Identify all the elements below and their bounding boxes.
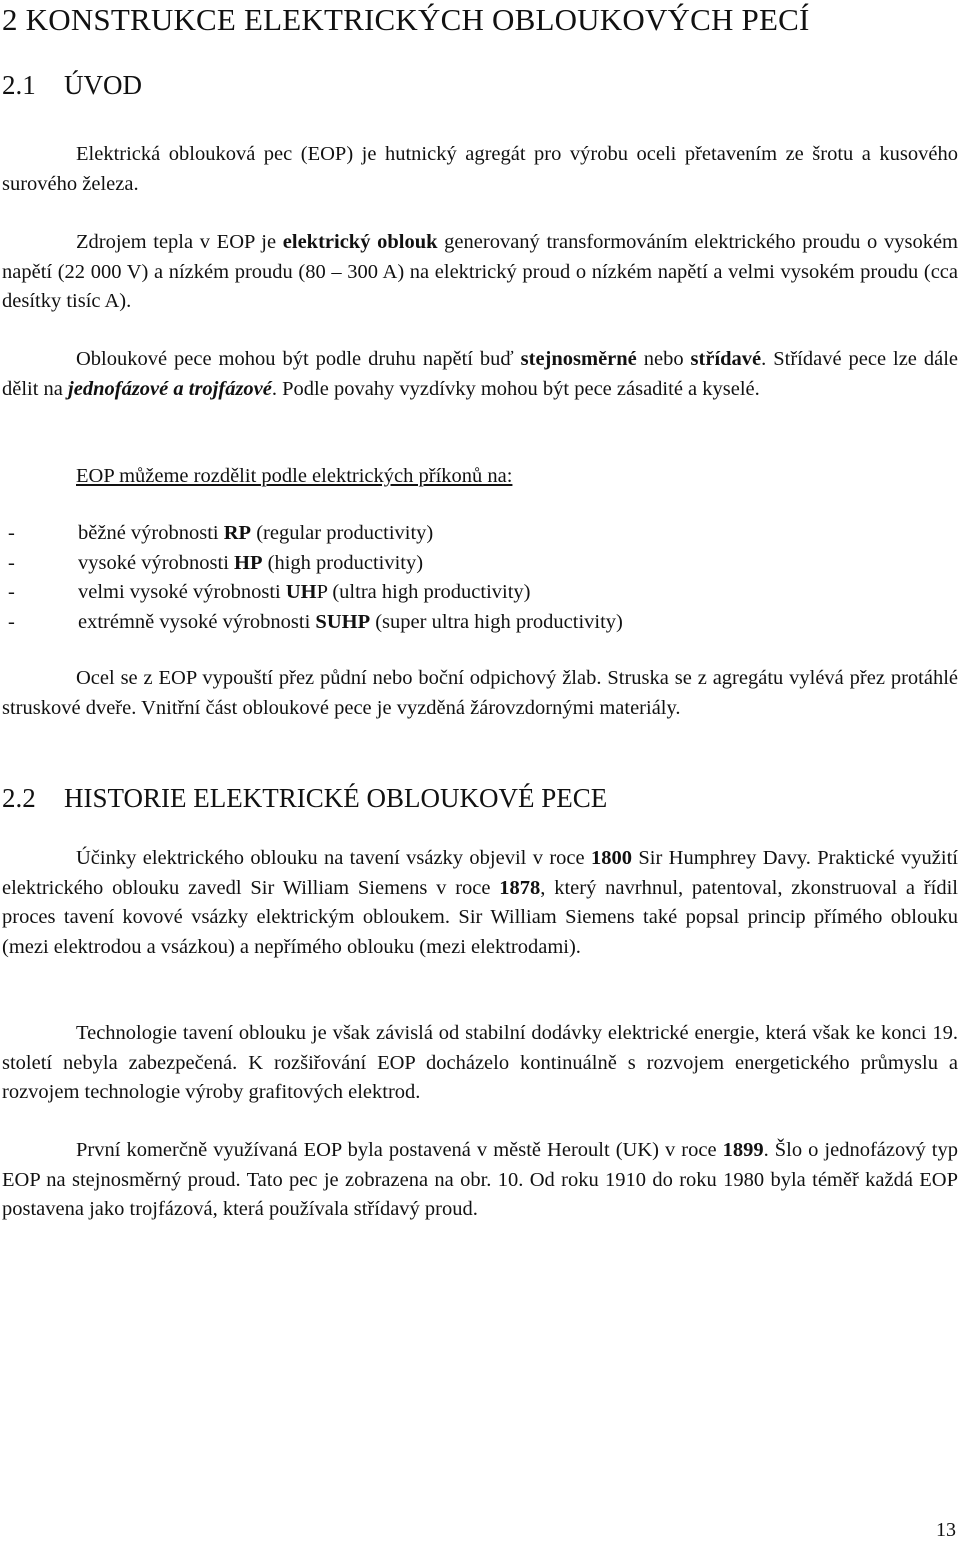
text-run: . Střídavé pece lze dále dělit na	[2, 348, 958, 400]
paragraph-heat-source	[2, 228, 958, 317]
list-item	[2, 578, 623, 608]
text-run: P (ultra high productivity)	[316, 581, 531, 603]
text-run: . Podle povahy vyzdívky mohou být pece zásadité a kyselé.	[271, 377, 760, 400]
list-item	[2, 519, 623, 549]
text-run: Zdrojem tepla v EOP je	[76, 231, 283, 253]
bold-year: 1800	[591, 847, 632, 869]
text-run: , který navrhnul, patentoval, zkonstruoval a řídil proces tavení kovové vsázky elektrickým obloukem. Sir William Siemens také popsal princip přímého oblouku (mezi elektrodou a vsázkou) a nepřímého oblouku (mezi elektrodami).	[2, 876, 958, 958]
page-number: 13	[936, 1519, 956, 1541]
section-number: 2.2	[2, 783, 36, 813]
text-run: Obloukové pece mohou být podle druhu napětí buď	[76, 348, 521, 370]
section-title: HISTORIE ELEKTRICKÉ OBLOUKOVÉ PECE	[64, 783, 608, 813]
text-run: vysoké výrobnosti	[78, 551, 235, 574]
paragraph-technology: Technologie tavení oblouku je však závislá od stabilní dodávky elektrické energie, která však ke konci 19. století nebyla zabezpečená. K rozšiřování EOP docházelo kontinuálně s rozvojem energetického průmyslu a rozvojem technologie výroby grafitových elektrod.	[2, 1022, 958, 1103]
list-dash: -	[8, 581, 15, 603]
bold-term: elektrický oblouk	[282, 231, 438, 253]
section-heading-history	[2, 783, 607, 814]
paragraph-furnace-types	[2, 345, 958, 404]
text-run: extrémně vysoké výrobnosti	[78, 610, 316, 633]
text-run: (high productivity)	[262, 551, 424, 574]
section-heading-intro	[2, 70, 142, 101]
text-run: generovaný transformováním elektrického proudu o vysokém napětí (22 000 V) a nízkém proudu (80 – 300 A) na elektrický proud o nízkém napětí a velmi vysokém proudu (cca desítky tisíc A).	[2, 231, 958, 312]
paragraph-intro: Elektrická oblouková pec (EOP) je hutnický agregát pro výrobu oceli přetavením ze šrotu a kusového surového železa.	[2, 143, 958, 195]
bold-abbr: UH	[285, 581, 317, 603]
bold-term: střídavé	[690, 348, 762, 370]
underlined-text: EOP můžeme rozdělit podle elektrických příkonů na:	[76, 465, 513, 487]
paragraph-classification	[2, 462, 958, 492]
text-run: Účinky elektrického oblouku na tavení vsázky objevil v roce	[76, 847, 591, 869]
text-run: První komerčně využívaná EOP byla postavená v městě Heroult (UK) v roce	[76, 1139, 723, 1161]
section-title: ÚVOD	[64, 70, 142, 100]
section-number: 2.1	[2, 70, 36, 100]
list-dash: -	[8, 522, 15, 544]
paragraph-first-commercial	[2, 1136, 958, 1225]
text-run: . Šlo o jednofázový typ EOP na stejnosměrný proud. Tato pec je zobrazena na obr. 10. Od roku 1910 do roku 1980 byla téměř každá EOP postavena jako trojfázová, která používala střídavý proud.	[2, 1139, 958, 1220]
text-run: (regular productivity)	[251, 522, 434, 544]
bold-term: stejnosměrné	[520, 348, 637, 370]
paragraph-history-davy	[2, 844, 958, 962]
productivity-list	[2, 519, 623, 637]
bold-year: 1878	[499, 876, 541, 899]
chapter-heading: 2 KONSTRUKCE ELEKTRICKÝCH OBLOUKOVÝCH PECÍ	[2, 2, 810, 37]
text-run: (super ultra high productivity)	[370, 610, 623, 633]
text-run: velmi vysoké výrobnosti	[78, 581, 286, 603]
list-item	[2, 549, 623, 579]
bold-year: 1899	[722, 1139, 764, 1161]
text-run: běžné výrobnosti	[78, 522, 224, 544]
text-run: Sir Humphrey Davy. Praktické využití elektrického oblouku zavedl Sir William Siemens v roce	[2, 847, 958, 899]
list-item	[2, 608, 623, 638]
bold-abbr: HP	[234, 551, 263, 574]
list-dash: -	[8, 610, 15, 633]
bold-italic-term: jednofázové a trojfázové	[68, 377, 272, 400]
list-dash: -	[8, 551, 15, 574]
bold-abbr: SUHP	[315, 610, 371, 633]
text-run: nebo	[636, 348, 691, 370]
bold-abbr: RP	[223, 522, 252, 544]
paragraph-tapping: Ocel se z EOP vypouští přez půdní nebo boční odpichový žlab. Struska se z agregátu vylévá přez protáhlé struskové dveře. Vnitřní část obloukové pece je vyzděná žárovzdornými materiály.	[2, 667, 958, 719]
